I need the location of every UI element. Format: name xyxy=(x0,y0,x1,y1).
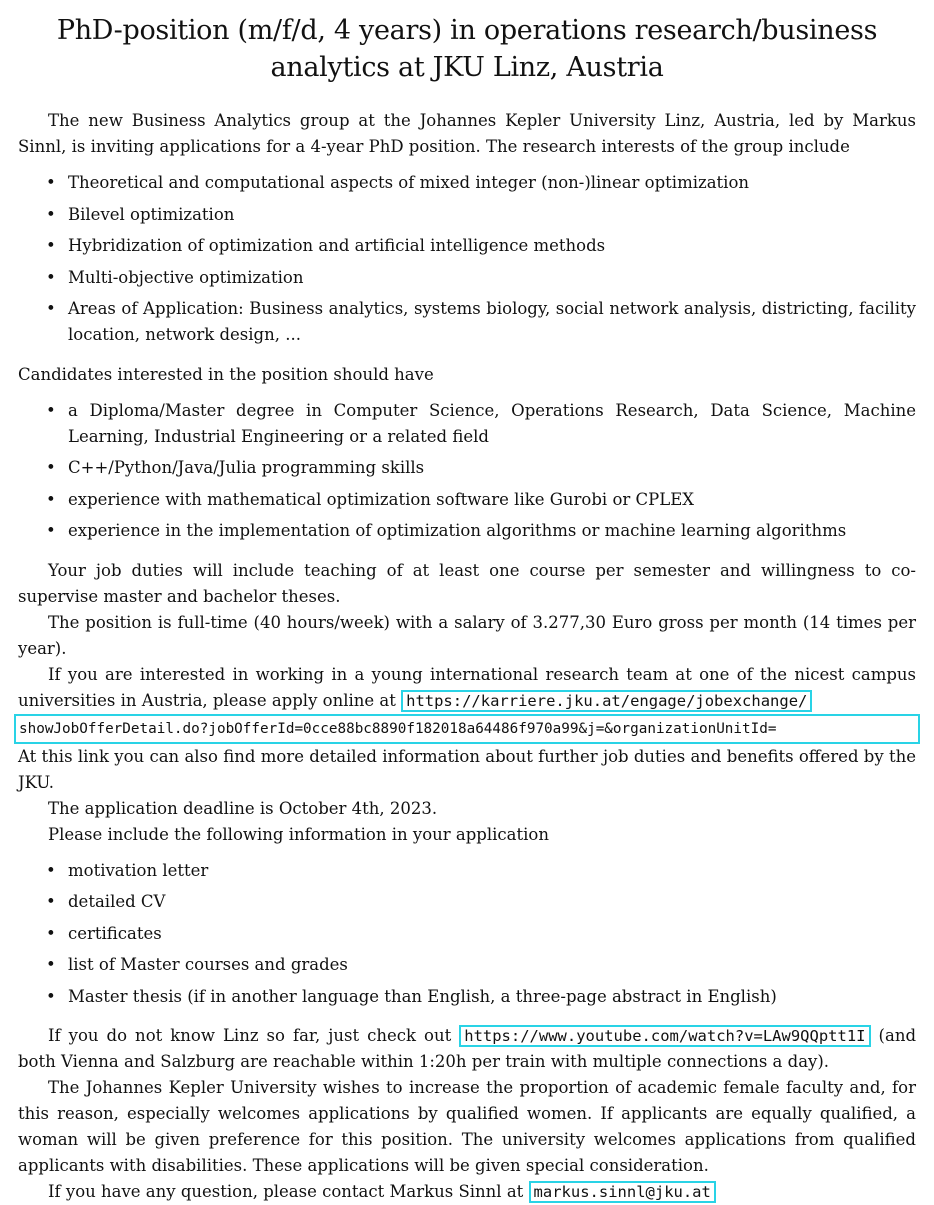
apply-paragraph xyxy=(18,662,916,714)
list-item: • Theoretical and computational aspects of mixed integer (non-)linear optimization xyxy=(18,170,916,196)
list-item: • Areas of Application: Business analytics, systems biology, social network analysis, districting, facility location, network design, ... xyxy=(18,296,916,348)
duties-paragraph: Your job duties will include teaching of at least one course per semester and willingness to co-supervise master and bachelor theses. xyxy=(18,560,916,606)
page-title: PhD-position (m/f/d, 4 years) in operations research/business analytics at JKU Linz, Austria xyxy=(56,15,878,83)
list-item: • a Diploma/Master degree in Computer Science, Operations Research, Data Science, Machine Learning, Industrial Engineering or a related field xyxy=(18,398,916,450)
youtube-link[interactable]: https://www.youtube.com/watch?v=LAw9QQptt1I xyxy=(459,1025,870,1047)
list-item: • detailed CV xyxy=(18,889,916,915)
application-items-list xyxy=(18,858,916,1010)
list-item: • motivation letter xyxy=(18,858,916,884)
list-item: • Bilevel optimization xyxy=(18,202,916,228)
linz-text: If you do not know Linz so far, just check out xyxy=(48,1026,452,1045)
research-interests-list xyxy=(18,170,916,348)
contact-email-link[interactable]: markus.sinnl@jku.at xyxy=(529,1181,716,1203)
equality-paragraph: The Johannes Kepler University wishes to increase the proportion of academic female faculty and, for this reason, especially welcomes applications by qualified women. If applicants are equally qualified, a woman will be given preference for this position. The university welcomes applications from qualified applicants with disabilities. These applications will be given special consideration. xyxy=(18,1078,916,1175)
job-link-part2[interactable]: showJobOfferDetail.do?jobOfferId=0cce88bc8890f182018a64486f970a99&j=&organizationUnitId= xyxy=(14,714,920,744)
contact-paragraph xyxy=(18,1179,916,1205)
list-item: • Multi-objective optimization xyxy=(18,265,916,291)
list-item: • experience with mathematical optimization software like Gurobi or CPLEX xyxy=(18,487,916,513)
apply-after-paragraph: At this link you can also find more detailed information about further job duties and benefits offered by the JKU. xyxy=(18,746,916,792)
document-page xyxy=(18,0,916,1205)
list-item: • list of Master courses and grades xyxy=(18,952,916,978)
list-item: • certificates xyxy=(18,921,916,947)
include-intro: Please include the following information in your application xyxy=(48,824,549,844)
requirements-intro: Candidates interested in the position should have xyxy=(18,364,434,384)
list-item: • C++/Python/Java/Julia programming skills xyxy=(18,455,916,481)
apply-text: If you are interested in working in a young international research team at one of the nicest campus universities in Austria, please apply online at xyxy=(18,664,916,710)
list-item: • Hybridization of optimization and artificial intelligence methods xyxy=(18,233,916,259)
intro-paragraph: The new Business Analytics group at the Johannes Kepler University Linz, Austria, led by Markus Sinnl, is inviting applications for a 4-year PhD position. The research interests of the group include xyxy=(18,111,916,156)
requirements-list xyxy=(18,398,916,545)
linz-after: (and both Vienna and Salzburg are reachable within 1:20h per train with multiple connections a day). xyxy=(18,1026,917,1071)
list-item: • Master thesis (if in another language than English, a three-page abstract in English) xyxy=(18,984,916,1010)
list-item: • experience in the implementation of optimization algorithms or machine learning algorithms xyxy=(18,518,916,544)
contact-text: If you have any question, please contact Markus Sinnl at xyxy=(48,1182,524,1201)
deadline-paragraph: The application deadline is October 4th, 2023. xyxy=(48,798,438,818)
job-link-part1[interactable]: https://karriere.jku.at/engage/jobexchange/ xyxy=(401,690,812,712)
linz-paragraph xyxy=(18,1023,916,1075)
salary-paragraph: The position is full-time (40 hours/week) with a salary of 3.277,30 Euro gross per month (14 times per year). xyxy=(18,612,916,658)
